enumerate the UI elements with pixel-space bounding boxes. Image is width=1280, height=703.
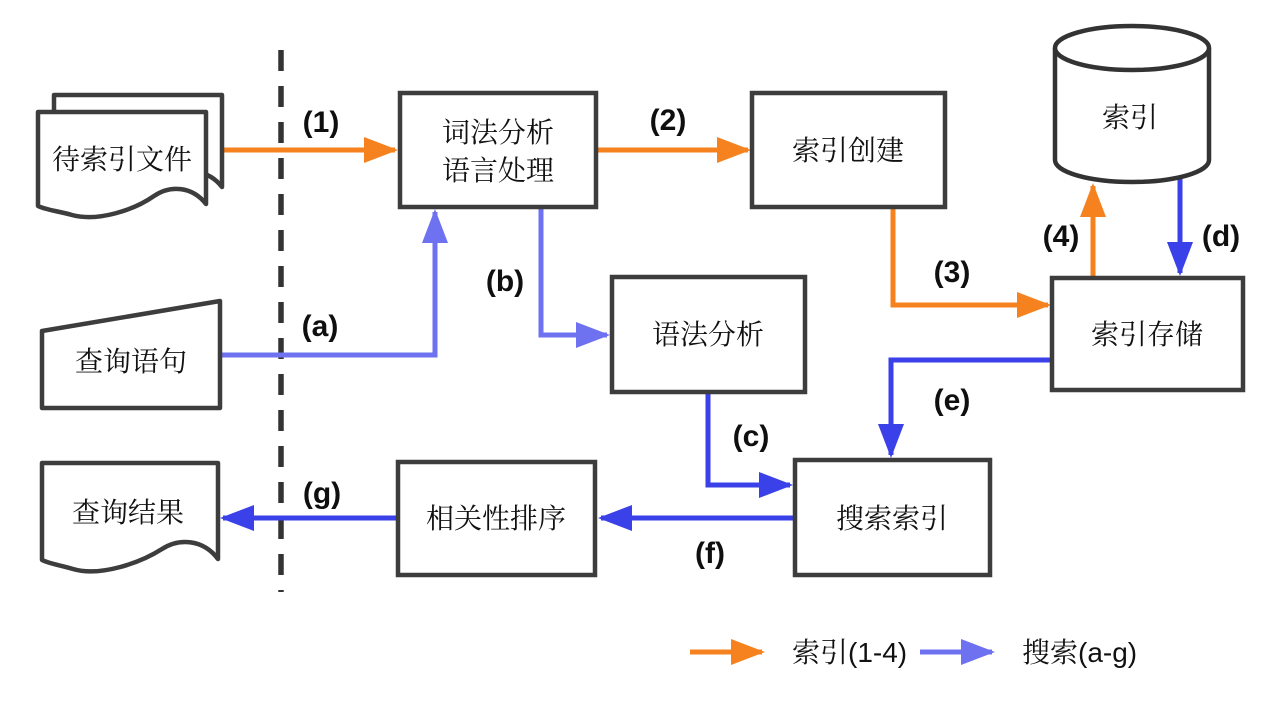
arrow-d-label: (d) [1201, 220, 1241, 253]
query-statement-label: 查询语句 [74, 346, 188, 377]
index-create-box [752, 93, 945, 207]
arrow-2-label: (2) [649, 104, 687, 137]
search-index-label: 搜索索引 [835, 503, 949, 534]
search-index-box [795, 460, 990, 575]
arrow-f-label: (f) [695, 537, 725, 570]
legend-search-label: 搜索(a-g) [1022, 637, 1138, 668]
legend-index-label: 索引(1-4) [792, 637, 908, 668]
arrow-b-label: (b) [485, 265, 525, 298]
lexical-analysis-label-line2: 语言处理 [441, 155, 555, 186]
relevance-ranking-box [398, 462, 595, 575]
arrow-4-label: (4) [1042, 220, 1080, 253]
index-create-label: 索引创建 [791, 135, 905, 166]
arrow-1-label: (1) [302, 106, 340, 139]
index-db-cylinder [1055, 26, 1209, 182]
query-statement-node [42, 301, 220, 408]
query-result-node [42, 463, 218, 571]
docs-to-index-node [38, 95, 222, 217]
arrow-b-lexical-to-grammar [541, 207, 607, 335]
grammar-analysis-box [612, 277, 805, 392]
index-db-label: 索引 [1101, 102, 1159, 133]
relevance-ranking-label: 相关性排序 [425, 503, 567, 534]
arrow-e-store-to-search [891, 360, 1050, 455]
grammar-analysis-label: 语法分析 [651, 319, 765, 350]
query-result-label: 查询结果 [71, 497, 185, 528]
arrow-c-label: (c) [732, 420, 770, 453]
arrow-3-label: (3) [933, 256, 971, 289]
legend [690, 637, 1137, 668]
index-store-label: 索引存储 [1090, 319, 1204, 350]
lexical-analysis-box [400, 93, 596, 207]
arrow-a-label: (a) [301, 310, 339, 343]
docs-to-index-label: 待索引文件 [51, 144, 193, 175]
lexical-analysis-label-line1: 词法分析 [441, 117, 555, 148]
arrow-e-label: (e) [933, 384, 971, 417]
index-db-cylinder-top [1055, 26, 1209, 70]
index-store-box [1052, 278, 1243, 390]
arrow-3-create-to-store [893, 207, 1048, 305]
arrow-g-label: (g) [302, 477, 342, 510]
